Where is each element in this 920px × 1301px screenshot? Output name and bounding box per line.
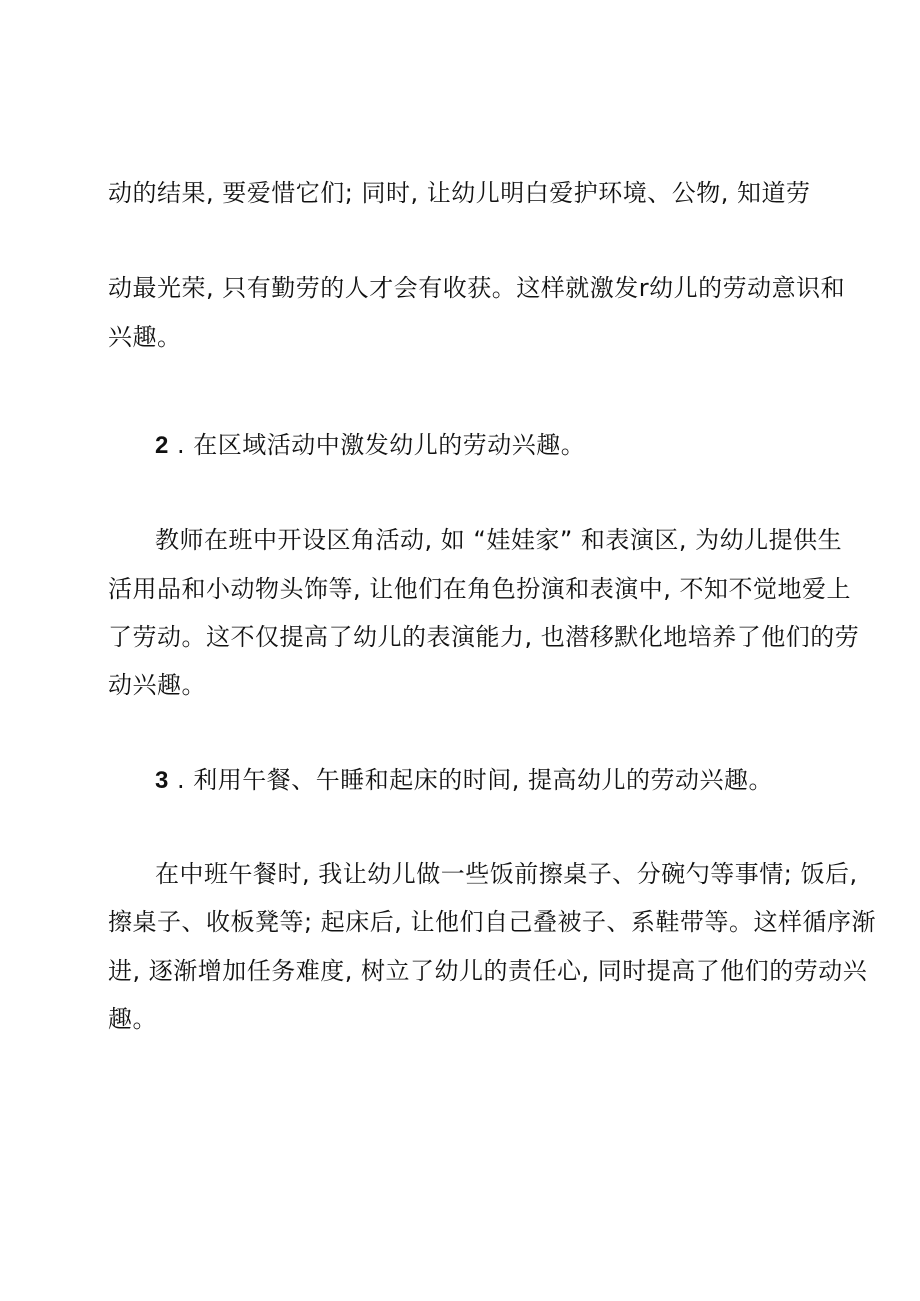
section-heading-2-number: 2 (155, 432, 169, 459)
paragraph-1-line-1: 动的结果, 要爱惜它们; 同时, 让幼儿明白爱护环境、公物, 知道劳 (108, 179, 811, 207)
paragraph-3-line-1: 在中班午餐时, 我让幼儿做一些饭前擦桌子、分碗勺等事情; 饭后, (155, 860, 858, 888)
paragraph-2-line-2: 活用品和小动物头饰等, 让他们在角色扮演和表演中, 不知不觉地爱上 (108, 575, 852, 603)
section-heading-3 (155, 768, 773, 793)
paragraph-2-line-3: 了劳动。这不仅提高了幼儿的表演能力, 也潜移默化地培养了他们的劳 (108, 623, 860, 651)
paragraph-3-line-2: 擦桌子、收板凳等; 起床后, 让他们自己叠被子、系鞋带等。这样循序渐 (108, 908, 876, 936)
paragraph-1-line-2: 动最光荣, 只有勤劳的人才会有收获。这样就激发r幼儿的劳动意识和 (108, 274, 846, 302)
section-heading-3-text: . 利用午餐、午睡和起床的时间, 提高幼儿的劳动兴趣。 (177, 766, 774, 794)
section-heading-2 (155, 433, 585, 458)
section-heading-2-text: . 在区域活动中激发幼儿的劳动兴趣。 (177, 431, 586, 459)
section-heading-3-number: 3 (155, 767, 169, 794)
paragraph-2-line-1: 教师在班中开设区角活动, 如 “娃娃家” 和表演区, 为幼儿提供生 (155, 526, 843, 554)
paragraph-3-line-4: 趣。 (108, 1005, 157, 1033)
paragraph-3-line-3: 进, 逐渐增加任务难度, 树立了幼儿的责任心, 同时提高了他们的劳动兴 (108, 957, 868, 985)
paragraph-2-line-4: 动兴趣。 (108, 671, 206, 699)
paragraph-1-line-3: 兴趣。 (108, 323, 182, 351)
